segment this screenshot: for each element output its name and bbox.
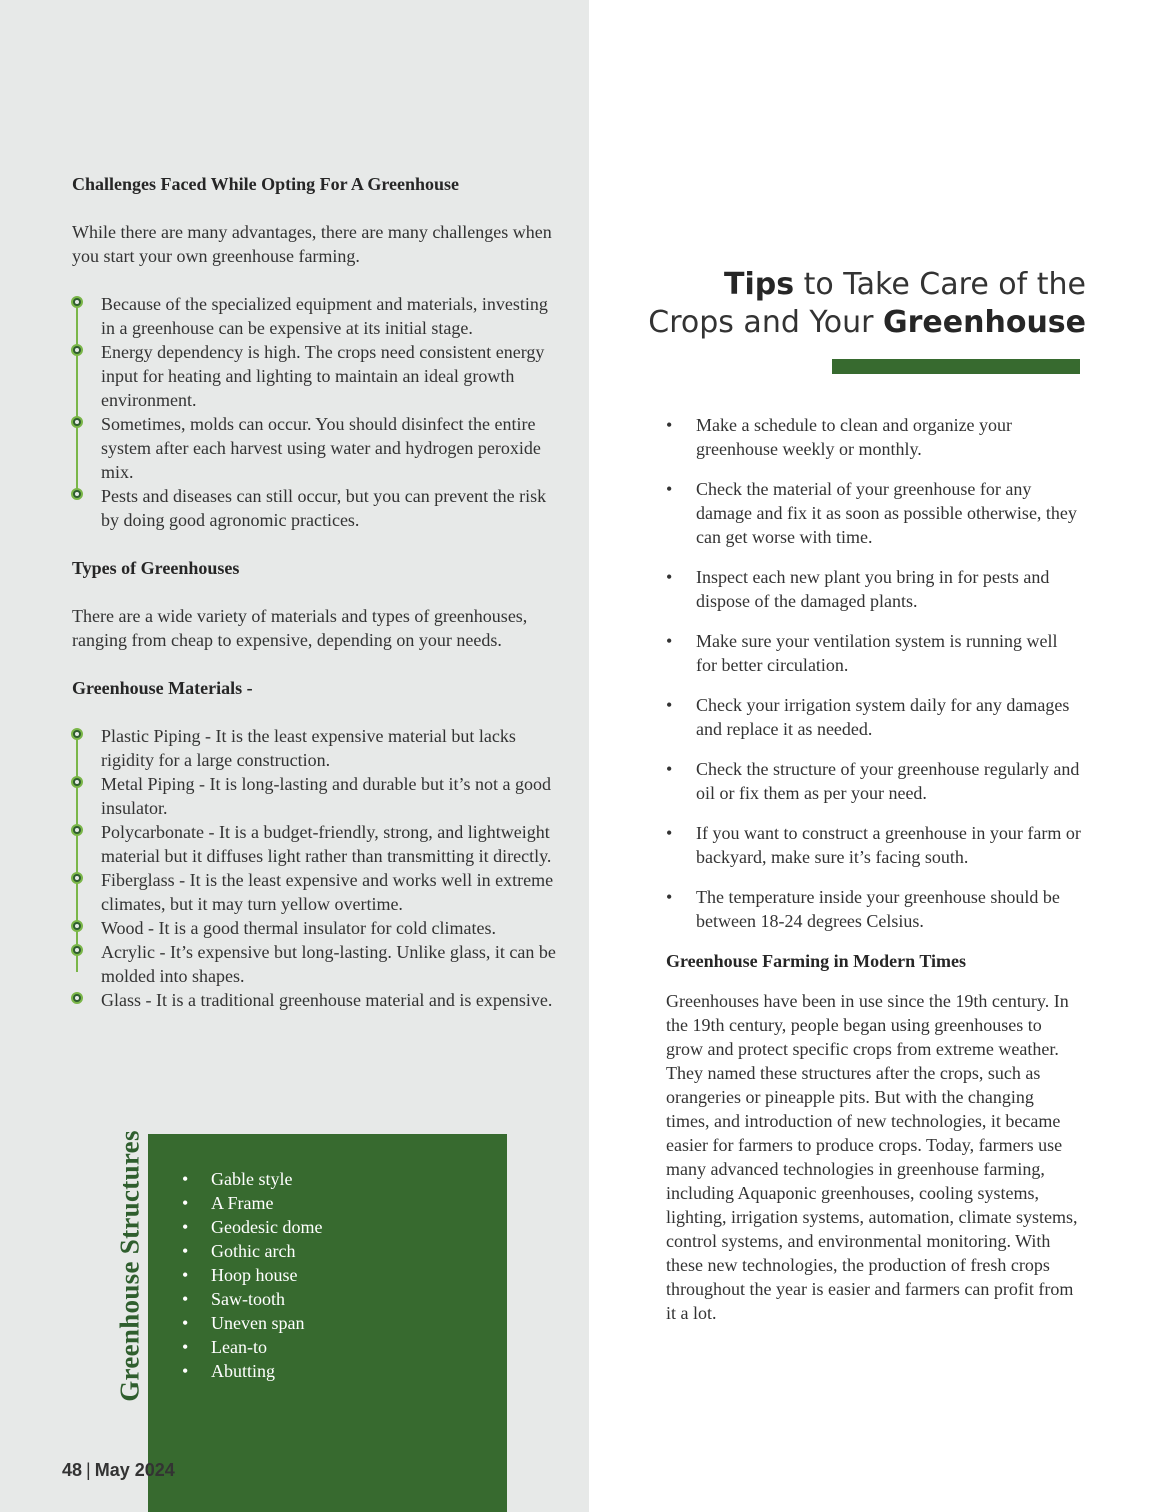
list-item: Pests and diseases can still occur, but you can prevent the risk by doing good agronomic practices. [72,484,562,532]
footer-separator: | [86,1460,91,1480]
list-item: Energy dependency is high. The crops need consistent energy input for heating and lighting to maintain an ideal growth environment. [72,340,562,412]
list-item: Fiberglass - It is the least expensive and works well in extreme climates, but it may turn yellow overtime. [72,868,562,916]
page-number: 48 [62,1460,83,1480]
list-item: Metal Piping - It is long-lasting and durable but it’s not a good insulator. [72,772,562,820]
list-item: • Gothic arch [182,1239,322,1263]
list-item: • Check the structure of your greenhouse regularly and oil or fix them as per your need. [666,757,1081,805]
timeline-dot-icon [71,992,83,1004]
challenges-heading: Challenges Faced While Opting For A Greenhouse [72,174,460,194]
timeline-dot-icon [71,488,83,500]
structures-list [182,1167,322,1383]
tips-title: Tips to Take Care of the Crops and Your Greenhouse [648,267,1086,340]
tips-list [666,413,1081,949]
list-item: • Check your irrigation system daily for any damages and replace it as needed. [666,693,1081,741]
list-item: • The temperature inside your greenhouse should be between 18-24 degrees Celsius. [666,885,1081,933]
modern-heading: Greenhouse Farming in Modern Times [666,951,967,971]
list-item: • Uneven span [182,1311,322,1335]
structures-box [148,1134,507,1512]
list-item: Because of the specialized equipment and materials, investing in a greenhouse can be expensive at its initial stage. [72,292,562,340]
materials-list [72,724,562,1012]
list-item: • Hoop house [182,1263,322,1287]
timeline-dot-icon [71,920,83,932]
challenges-list [72,292,562,532]
timeline-dot-icon [71,944,83,956]
list-item: • If you want to construct a greenhouse in your farm or backyard, make sure it’s facing south. [666,821,1081,869]
list-item: Glass - It is a traditional greenhouse material and is expensive. [72,988,562,1012]
list-item: • Make sure your ventilation system is running well for better circulation. [666,629,1081,677]
list-item: Polycarbonate - It is a budget-friendly, strong, and lightweight material but it diffuses light rather than transmitting it directly. [72,820,562,868]
timeline-dot-icon [71,728,83,740]
timeline-dot-icon [71,416,83,428]
list-item: • Lean-to [182,1335,322,1359]
structures-side-label: Greenhouse Structures [114,1130,145,1402]
timeline-dot-icon [71,296,83,308]
list-item: • Make a schedule to clean and organize your greenhouse weekly or monthly. [666,413,1081,461]
list-item: • Gable style [182,1167,322,1191]
challenges-intro: While there are many advantages, there are many challenges when you start your own greenhouse farming. [72,222,552,266]
modern-body: Greenhouses have been in use since the 19th century. In the 19th century, people began using greenhouses to grow and protect specific crops from extreme weather. They named these structures after the crops, such as orangeries or pineapple pits. But with the changing times, and introduction of new technologies, it became easier for farmers to produce crops. Today, farmers use many advanced technologies in greenhouse farming, including Aquaponic greenhouses, cooling systems, lighting, irrigation systems, automation, climate systems, control systems, and environmental monitoring. With these new technologies, the production of fresh crops throughout the year is easier and farmers can profit from it a lot. [666,991,1078,1323]
timeline-dot-icon [71,824,83,836]
list-item: • Geodesic dome [182,1215,322,1239]
list-item: Plastic Piping - It is the least expensive material but lacks rigidity for a large construction. [72,724,562,772]
timeline-dot-icon [71,344,83,356]
list-item: • Inspect each new plant you bring in for pests and dispose of the damaged plants. [666,565,1081,613]
list-item: Acrylic - It’s expensive but long-lasting. Unlike glass, it can be molded into shapes. [72,940,562,988]
left-column [72,172,562,1012]
timeline-dot-icon [71,872,83,884]
list-item: Wood - It is a good thermal insulator for cold climates. [72,916,562,940]
types-intro: There are a wide variety of materials and types of greenhouses, ranging from cheap to expensive, depending on your needs. [72,606,528,650]
list-item: • Saw-tooth [182,1287,322,1311]
title-accent-bar [832,359,1080,374]
types-heading: Types of Greenhouses [72,558,240,578]
modern-section [666,949,1081,1325]
page-footer [62,1460,175,1481]
timeline-dot-icon [71,776,83,788]
list-item: Sometimes, molds can occur. You should disinfect the entire system after each harvest using water and hydrogen peroxide mix. [72,412,562,484]
list-item: • Abutting [182,1359,322,1383]
materials-heading: Greenhouse Materials - [72,678,253,698]
list-item: • A Frame [182,1191,322,1215]
list-item: • Check the material of your greenhouse for any damage and fix it as soon as possible otherwise, they can get worse with time. [666,477,1081,549]
issue-date: May 2024 [94,1460,175,1480]
